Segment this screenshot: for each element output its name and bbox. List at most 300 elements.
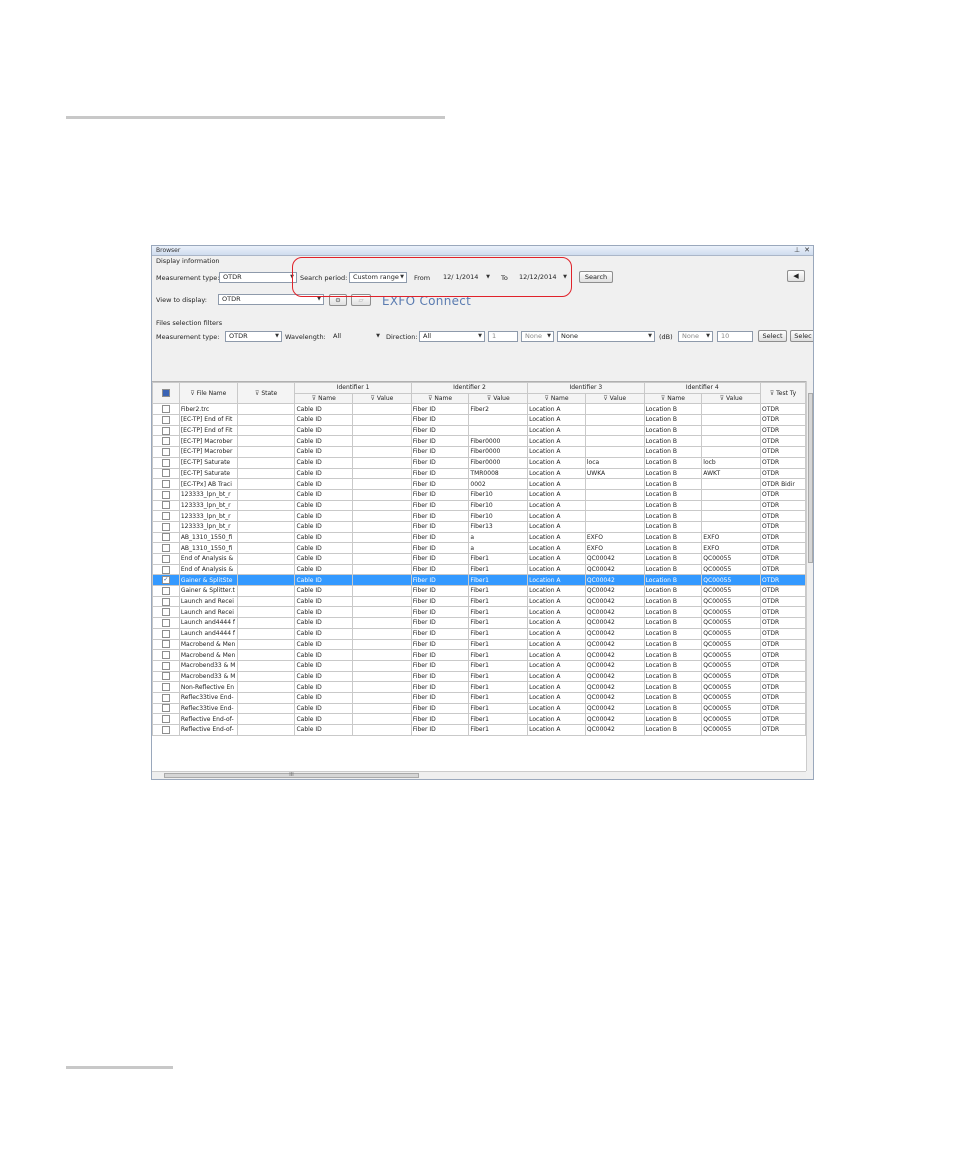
- table-cell: Location A: [528, 671, 586, 682]
- table-cell: Cable ID: [295, 575, 353, 586]
- table-cell: Fiber ID: [411, 596, 469, 607]
- table-cell: [353, 703, 412, 714]
- table-cell: OTDR: [760, 575, 805, 586]
- table-cell: [585, 436, 644, 447]
- table-cell: Cable ID: [295, 682, 353, 693]
- table-cell: Reflective End-of-: [179, 714, 237, 725]
- table-cell: QC00055: [702, 618, 761, 629]
- table-cell: [702, 500, 761, 511]
- table-row[interactable]: [153, 511, 806, 522]
- to-label: To: [501, 274, 508, 282]
- row-checkbox[interactable]: [153, 714, 180, 725]
- table-cell: Fiber1: [469, 554, 528, 565]
- row-checkbox[interactable]: [153, 682, 180, 693]
- table-cell: QC00055: [702, 628, 761, 639]
- checkbox-icon: [162, 683, 170, 691]
- row-checkbox[interactable]: [153, 543, 180, 554]
- triangle-left-icon: ◀: [793, 272, 799, 280]
- table-cell: Reflec33tive End-: [179, 692, 237, 703]
- table-cell: Location B: [644, 521, 702, 532]
- table-cell: Fiber0000: [469, 457, 528, 468]
- table-row[interactable]: [153, 725, 806, 736]
- checkmark-icon: ✓: [163, 576, 169, 584]
- filters-section-title: Files selection filters: [156, 319, 223, 327]
- table-cell: Location B: [644, 725, 702, 736]
- operator-select-1[interactable]: [521, 331, 554, 342]
- table-cell: Location A: [528, 725, 586, 736]
- table-cell: QC00042: [585, 682, 644, 693]
- subheader-value[interactable]: [469, 393, 528, 404]
- row-checkbox[interactable]: [153, 725, 180, 736]
- table-cell: [353, 436, 412, 447]
- table-cell: QC00055: [702, 650, 761, 661]
- table-cell: Cable ID: [295, 479, 353, 490]
- table-cell: End of Analysis &: [179, 564, 237, 575]
- table-cell: [237, 479, 295, 490]
- table-cell: [237, 554, 295, 565]
- table-row[interactable]: [153, 596, 806, 607]
- table-cell: Fiber13: [469, 521, 528, 532]
- table-cell: QC00042: [585, 586, 644, 597]
- table-cell: locb: [702, 457, 761, 468]
- table-cell: Fiber ID: [411, 554, 469, 565]
- table-cell: [353, 500, 412, 511]
- table-cell: QC00055: [702, 660, 761, 671]
- table-cell: [237, 660, 295, 671]
- value-subheader-label: Value: [609, 395, 627, 403]
- table-cell: Location A: [528, 618, 586, 629]
- table-row[interactable]: [153, 479, 806, 490]
- filter-icon: ⊽: [486, 395, 494, 403]
- table-cell: Fiber ID: [411, 586, 469, 597]
- filter-measurement-type-select[interactable]: [225, 331, 282, 342]
- footer-rule: [66, 1066, 173, 1069]
- table-cell: QC00042: [585, 596, 644, 607]
- table-cell: Location B: [644, 564, 702, 575]
- table-cell: Cable ID: [295, 586, 353, 597]
- table-cell: Fiber ID: [411, 447, 469, 458]
- table-cell: [237, 607, 295, 618]
- table-cell: [237, 511, 295, 522]
- table-cell: [237, 671, 295, 682]
- table-cell: Location A: [528, 425, 586, 436]
- table-cell: Cable ID: [295, 660, 353, 671]
- table-cell: [237, 489, 295, 500]
- table-row[interactable]: [153, 575, 806, 586]
- select-button-2[interactable]: Selec: [790, 330, 814, 342]
- vertical-scroll-thumb[interactable]: [808, 393, 813, 563]
- table-cell: Location B: [644, 682, 702, 693]
- table-cell: a: [469, 543, 528, 554]
- table-cell: Fiber ID: [411, 468, 469, 479]
- table-cell: QC00055: [702, 692, 761, 703]
- horizontal-scroll-thumb[interactable]: [164, 773, 419, 778]
- table-cell: [353, 404, 412, 415]
- table-cell: OTDR: [760, 436, 805, 447]
- table-cell: QC00042: [585, 660, 644, 671]
- table-cell: QC00055: [702, 671, 761, 682]
- row-checkbox[interactable]: [153, 564, 180, 575]
- table-cell: Location A: [528, 554, 586, 565]
- table-cell: [237, 639, 295, 650]
- table-cell: Cable ID: [295, 521, 353, 532]
- table-cell: OTDR: [760, 425, 805, 436]
- checkbox-icon: [162, 448, 170, 456]
- table-cell: Fiber1: [469, 564, 528, 575]
- table-cell: OTDR: [760, 489, 805, 500]
- filter-icon: ⊽: [311, 395, 319, 403]
- column-identifier-3: Identifier 3: [528, 383, 644, 394]
- row-checkbox[interactable]: [153, 660, 180, 671]
- table-cell: [353, 671, 412, 682]
- table-cell: Fiber ID: [411, 703, 469, 714]
- table-cell: End of Analysis &: [179, 554, 237, 565]
- table-cell: [702, 511, 761, 522]
- table-cell: Fiber ID: [411, 650, 469, 661]
- table-cell: QC00055: [702, 639, 761, 650]
- table-cell: Fiber0000: [469, 447, 528, 458]
- table-cell: Macrobend33 & M: [180, 662, 236, 670]
- loss-select[interactable]: [557, 331, 655, 342]
- table-cell: [353, 714, 412, 725]
- table-row[interactable]: [153, 639, 806, 650]
- row-checkbox[interactable]: [153, 554, 180, 565]
- filter-icon: ⊽: [190, 389, 195, 397]
- eraser-icon: ▱: [358, 296, 364, 304]
- table-cell: [237, 415, 295, 426]
- table-row[interactable]: [153, 468, 806, 479]
- row-checkbox[interactable]: [153, 436, 180, 447]
- measurement-type-select[interactable]: [219, 272, 297, 283]
- row-checkbox[interactable]: [153, 457, 180, 468]
- subheader-value[interactable]: [353, 393, 412, 404]
- exfo-connect-logo: EXFO Connect: [382, 294, 472, 308]
- table-row[interactable]: [153, 586, 806, 597]
- checkbox-icon: [162, 726, 170, 734]
- table-cell: Location B: [644, 447, 702, 458]
- table-cell: [353, 607, 412, 618]
- table-cell: [237, 564, 295, 575]
- table-cell: [237, 725, 295, 736]
- table-cell: [237, 618, 295, 629]
- operator-select-2[interactable]: [678, 331, 713, 342]
- row-checkbox[interactable]: [153, 618, 180, 629]
- row-checkbox[interactable]: [153, 596, 180, 607]
- table-cell: Fiber ID: [411, 521, 469, 532]
- table-cell: Location B: [644, 575, 702, 586]
- table-cell: [353, 639, 412, 650]
- row-checkbox[interactable]: [153, 425, 180, 436]
- column-test-type[interactable]: [760, 383, 805, 404]
- pin-icon[interactable]: ⊥: [794, 246, 801, 254]
- table-cell: OTDR: [760, 521, 805, 532]
- table-row[interactable]: [153, 714, 806, 725]
- db-value-input[interactable]: 10: [717, 331, 753, 342]
- table-cell: OTDR: [760, 596, 805, 607]
- table-cell: OTDR: [760, 511, 805, 522]
- db-label: (dB): [659, 333, 673, 341]
- row-checkbox[interactable]: [153, 500, 180, 511]
- table-cell: Fiber1: [469, 596, 528, 607]
- table-cell: Location B: [644, 607, 702, 618]
- table-cell: [237, 425, 295, 436]
- table-cell: [237, 628, 295, 639]
- table-cell: QC00055: [702, 596, 761, 607]
- table-row[interactable]: [153, 447, 806, 458]
- table-cell: [EC-TP] Saturate: [179, 468, 237, 479]
- row-checkbox[interactable]: [153, 447, 180, 458]
- table-cell: Location A: [528, 596, 586, 607]
- table-cell: Location A: [528, 404, 586, 415]
- table-row[interactable]: [153, 607, 806, 618]
- table-cell: Fiber10: [469, 489, 528, 500]
- checkbox-icon: [162, 512, 170, 520]
- checkbox-icon: [162, 389, 170, 397]
- row-checkbox[interactable]: [153, 692, 180, 703]
- row-checkbox[interactable]: [153, 650, 180, 661]
- chevron-down-icon: ▼: [317, 296, 321, 302]
- table-row[interactable]: [153, 457, 806, 468]
- filter-measurement-type-label: Measurement type:: [156, 333, 220, 341]
- table-cell: [585, 425, 644, 436]
- table-cell: Cable ID: [295, 554, 353, 565]
- row-checkbox[interactable]: [153, 415, 180, 426]
- table-row[interactable]: [153, 660, 806, 671]
- table-row[interactable]: [153, 532, 806, 543]
- row-checkbox[interactable]: [153, 703, 180, 714]
- search-button[interactable]: Search: [579, 271, 613, 283]
- column-file-name[interactable]: [179, 383, 237, 404]
- checkbox-icon: [162, 619, 170, 627]
- table-cell: [353, 650, 412, 661]
- checkbox-icon: [162, 480, 170, 488]
- from-date-value: 12/ 1/2014: [443, 273, 479, 281]
- table-row[interactable]: [153, 425, 806, 436]
- close-icon[interactable]: ✕: [804, 246, 810, 254]
- subheader-name[interactable]: [644, 393, 702, 404]
- table-row[interactable]: [153, 650, 806, 661]
- table-cell: Fiber ID: [411, 511, 469, 522]
- table-cell: [353, 415, 412, 426]
- table-cell: EXFO: [702, 543, 761, 554]
- chevron-down-icon: ▼: [290, 274, 294, 280]
- wavelength-select[interactable]: [329, 331, 383, 342]
- table-cell: Location A: [528, 660, 586, 671]
- table-cell: [237, 521, 295, 532]
- table-cell: [EC-TP] Saturate: [179, 457, 237, 468]
- table-cell: [237, 468, 295, 479]
- table-row[interactable]: [153, 618, 806, 629]
- direction-number-input[interactable]: 1: [488, 331, 518, 342]
- checkbox-icon: [162, 694, 170, 702]
- checkbox-icon: [162, 715, 170, 723]
- table-cell: Fiber1: [469, 703, 528, 714]
- table-cell: [353, 489, 412, 500]
- table-cell: Location B: [644, 500, 702, 511]
- table-cell: [EC-TP] End of Fit: [179, 415, 237, 426]
- row-checkbox[interactable]: [153, 628, 180, 639]
- table-cell: EXFO: [585, 543, 644, 554]
- table-cell: [237, 532, 295, 543]
- table-cell: [353, 532, 412, 543]
- row-checkbox[interactable]: [153, 489, 180, 500]
- select-button[interactable]: Select: [758, 330, 787, 342]
- direction-select[interactable]: [419, 331, 485, 342]
- filter-icon: ⊽: [660, 395, 668, 403]
- table-row[interactable]: [153, 682, 806, 693]
- row-checkbox[interactable]: [153, 532, 180, 543]
- collapse-left-button[interactable]: [787, 270, 805, 282]
- table-cell: Cable ID: [295, 607, 353, 618]
- table-cell: Location A: [528, 714, 586, 725]
- table-cell: [353, 682, 412, 693]
- select-all-checkbox[interactable]: [153, 383, 180, 404]
- loss-value: None: [561, 332, 578, 340]
- table-row[interactable]: [153, 404, 806, 415]
- subheader-name[interactable]: [411, 393, 469, 404]
- column-state[interactable]: [237, 383, 295, 404]
- table-cell: Location A: [528, 607, 586, 618]
- table-cell: [353, 575, 412, 586]
- table-cell: Fiber ID: [411, 660, 469, 671]
- table-cell: Cable ID: [295, 628, 353, 639]
- table-cell: [353, 457, 412, 468]
- table-cell: [237, 703, 295, 714]
- subheader-name[interactable]: [528, 393, 586, 404]
- view-to-display-value: OTDR: [222, 295, 241, 303]
- table-cell: AWKT: [702, 468, 761, 479]
- table-cell: 123333_lpn_bt_r: [179, 500, 237, 511]
- table-row[interactable]: [153, 628, 806, 639]
- table-row[interactable]: [153, 671, 806, 682]
- table-cell: QC00042: [585, 671, 644, 682]
- table-cell: [585, 479, 644, 490]
- table-cell: Location A: [528, 511, 586, 522]
- table-cell: Fiber1: [469, 607, 528, 618]
- row-checkbox[interactable]: [153, 671, 180, 682]
- row-checkbox[interactable]: [153, 586, 180, 597]
- table-cell: Location B: [644, 425, 702, 436]
- row-checkbox[interactable]: [153, 468, 180, 479]
- table-row[interactable]: [153, 521, 806, 532]
- checkbox-icon: [162, 469, 170, 477]
- table-row[interactable]: [153, 692, 806, 703]
- table-cell: [585, 500, 644, 511]
- table-cell: Location A: [528, 447, 586, 458]
- table-cell: [237, 436, 295, 447]
- table-cell: Cable ID: [295, 692, 353, 703]
- table-cell: Fiber1: [469, 618, 528, 629]
- row-checkbox[interactable]: [153, 521, 180, 532]
- table-cell: AB_1310_1550_fi: [179, 543, 237, 554]
- table-cell: [353, 511, 412, 522]
- row-checkbox[interactable]: [153, 639, 180, 650]
- table-cell: [353, 479, 412, 490]
- test-type-header: Test Ty: [776, 389, 797, 397]
- table-row[interactable]: [153, 500, 806, 511]
- table-cell: Fiber ID: [411, 725, 469, 736]
- checkbox-icon: [162, 640, 170, 648]
- table-cell: [237, 650, 295, 661]
- vertical-scrollbar[interactable]: [806, 381, 814, 771]
- table-cell: OTDR: [760, 628, 805, 639]
- table-cell: QC00042: [585, 703, 644, 714]
- table-cell: [EC-TP] Macrober: [179, 447, 237, 458]
- table-cell: Cable ID: [295, 468, 353, 479]
- table-cell: [353, 554, 412, 565]
- table-cell: Fiber ID: [411, 500, 469, 511]
- checkbox-icon: [162, 459, 170, 467]
- table-cell: [EC-TP] Macrober: [179, 436, 237, 447]
- table-cell: Cable ID: [295, 447, 353, 458]
- row-checkbox[interactable]: [153, 575, 180, 586]
- chevron-down-icon: ▼: [547, 333, 551, 339]
- table-row[interactable]: [153, 554, 806, 565]
- table-cell: TMR0008: [469, 468, 528, 479]
- table-cell: Launch and Recei: [179, 596, 237, 607]
- table-cell: [353, 468, 412, 479]
- chevron-down-icon: ▼: [648, 333, 652, 339]
- table-cell: Non-Reflective En: [179, 682, 237, 693]
- table-cell: QC00042: [585, 725, 644, 736]
- table-cell: Location B: [644, 660, 702, 671]
- row-checkbox[interactable]: [153, 479, 180, 490]
- table-row[interactable]: [153, 564, 806, 575]
- table-cell: OTDR: [760, 714, 805, 725]
- row-checkbox[interactable]: [153, 404, 180, 415]
- checkbox-icon: [162, 416, 170, 424]
- table-cell: Location B: [644, 479, 702, 490]
- table-cell: 0002: [469, 479, 528, 490]
- horizontal-scrollbar[interactable]: [152, 771, 806, 780]
- subheader-name[interactable]: [295, 393, 353, 404]
- table-cell: QC00055: [702, 682, 761, 693]
- table-row[interactable]: [153, 543, 806, 554]
- row-checkbox[interactable]: [153, 607, 180, 618]
- table-row[interactable]: [153, 489, 806, 500]
- table-row[interactable]: [153, 436, 806, 447]
- table-cell: [585, 511, 644, 522]
- table-cell: Location B: [644, 468, 702, 479]
- table-cell: OTDR: [760, 725, 805, 736]
- table-cell: Fiber1: [469, 671, 528, 682]
- wavelength-value: All: [333, 332, 342, 340]
- table-cell: QC00042: [585, 618, 644, 629]
- row-checkbox[interactable]: [153, 511, 180, 522]
- table-cell: OTDR: [760, 586, 805, 597]
- direction-value: All: [423, 332, 432, 340]
- table-cell: [353, 425, 412, 436]
- table-cell: [237, 586, 295, 597]
- table-cell: Cable ID: [295, 457, 353, 468]
- table-cell: Cable ID: [295, 671, 353, 682]
- table-cell: [353, 586, 412, 597]
- table-cell: Cable ID: [295, 489, 353, 500]
- subheader-value[interactable]: [585, 393, 644, 404]
- checkbox-icon: [162, 630, 170, 638]
- table-cell: Fiber1: [469, 586, 528, 597]
- to-date-value: 12/12/2014: [519, 273, 557, 281]
- table-cell: OTDR: [760, 468, 805, 479]
- value-subheader-label: Value: [376, 395, 394, 403]
- table-cell: Location B: [644, 554, 702, 565]
- name-subheader-label: Name: [550, 395, 569, 403]
- table-row[interactable]: [153, 415, 806, 426]
- subheader-value[interactable]: [702, 393, 761, 404]
- table-row[interactable]: [153, 703, 806, 714]
- table-cell: Location A: [528, 682, 586, 693]
- table-cell: Fiber2.trc: [179, 404, 237, 415]
